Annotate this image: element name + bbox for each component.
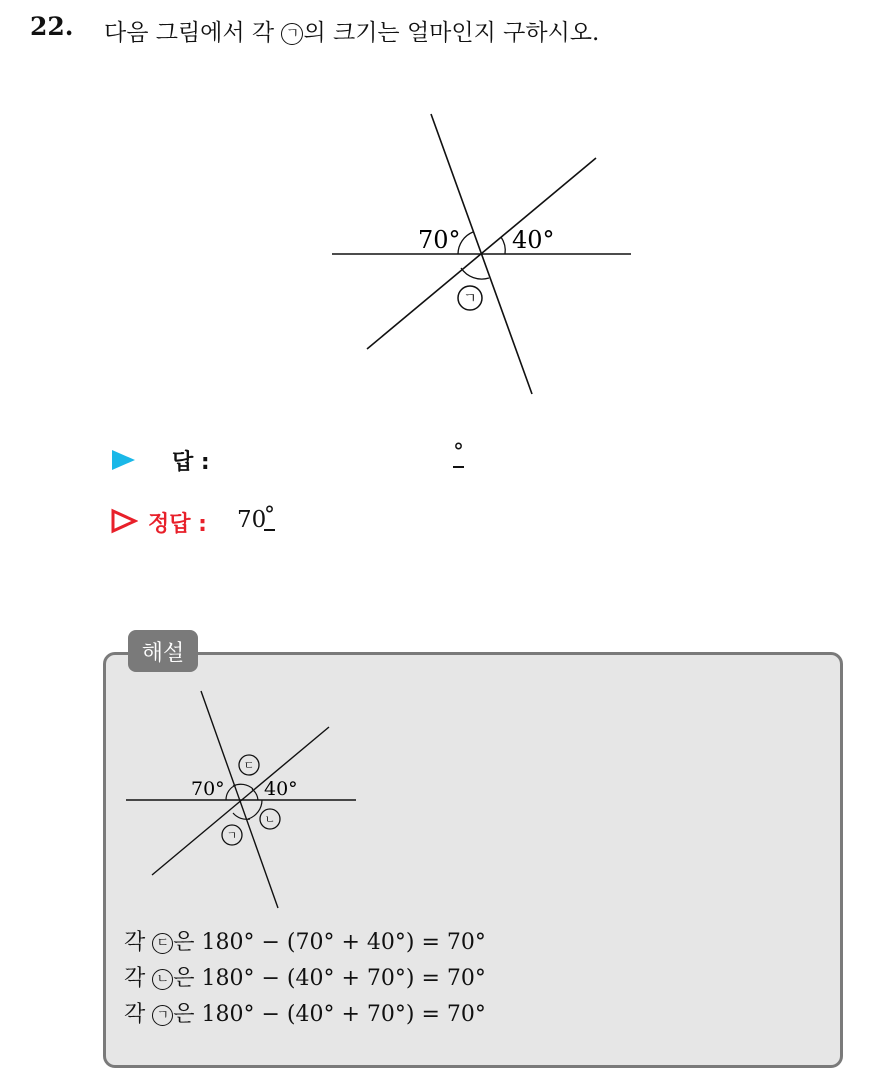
correct-arrow-icon — [110, 508, 138, 534]
circled-giyeok-symbol: ㄱ — [281, 23, 303, 45]
arc-40 — [501, 237, 505, 254]
question-number: 22. — [30, 12, 74, 41]
question-text-after: 의 크기는 얼마인지 구하시오. — [303, 20, 600, 46]
correct-answer-unit: ° — [264, 503, 275, 531]
correct-answer-label: 정답 : — [148, 512, 207, 537]
circled-giyeok-symbol: ㄱ — [152, 1005, 173, 1026]
correct-answer-value: 70 — [237, 507, 267, 533]
explanation-line-prefix: 각 — [124, 1002, 153, 1027]
circled-nieun-symbol: ㄴ — [152, 969, 173, 990]
explanation-line-expr: 은 180° − (40° + 70°) = 70° — [173, 966, 486, 991]
angle-label-40: 40° — [512, 226, 555, 254]
answer-label: 답 : — [172, 450, 210, 475]
angle-marker-giyeok: ㄱ — [463, 291, 477, 307]
answer-unit: ° — [453, 440, 464, 468]
exp-diagonal-line — [152, 727, 329, 875]
explanation-line — [124, 925, 486, 956]
exp-marker-nieun: ㄴ — [264, 813, 276, 826]
arc-giyeok — [461, 268, 489, 279]
explanation-line — [124, 961, 486, 992]
explanation-line — [124, 997, 486, 1028]
explanation-line-expr: 은 180° − (70° + 40°) = 70° — [173, 930, 486, 955]
explanation-tag: 해설 — [128, 630, 198, 672]
answer-arrow-icon — [110, 448, 138, 472]
exp-angle-label-40: 40° — [264, 778, 298, 800]
exp-marker-giyeok: ㄱ — [226, 829, 238, 842]
explanation-line-prefix: 각 — [124, 966, 153, 991]
question-text-before: 다음 그림에서 각 — [104, 20, 282, 46]
explanation-line-expr: 은 180° − (40° + 70°) = 70° — [173, 1002, 486, 1027]
explanation-line-prefix: 각 — [124, 930, 153, 955]
exp-arc-giyeok — [233, 813, 250, 819]
explanation-figure — [100, 680, 380, 910]
exp-marker-ddigeut: ㄷ — [243, 759, 255, 772]
answer-input[interactable] — [348, 441, 468, 475]
exp-angle-label-70: 70° — [191, 778, 225, 800]
angle-figure — [0, 0, 884, 420]
circled-ddigeut-symbol: ㄷ — [152, 933, 173, 954]
angle-label-70: 70° — [418, 226, 461, 254]
